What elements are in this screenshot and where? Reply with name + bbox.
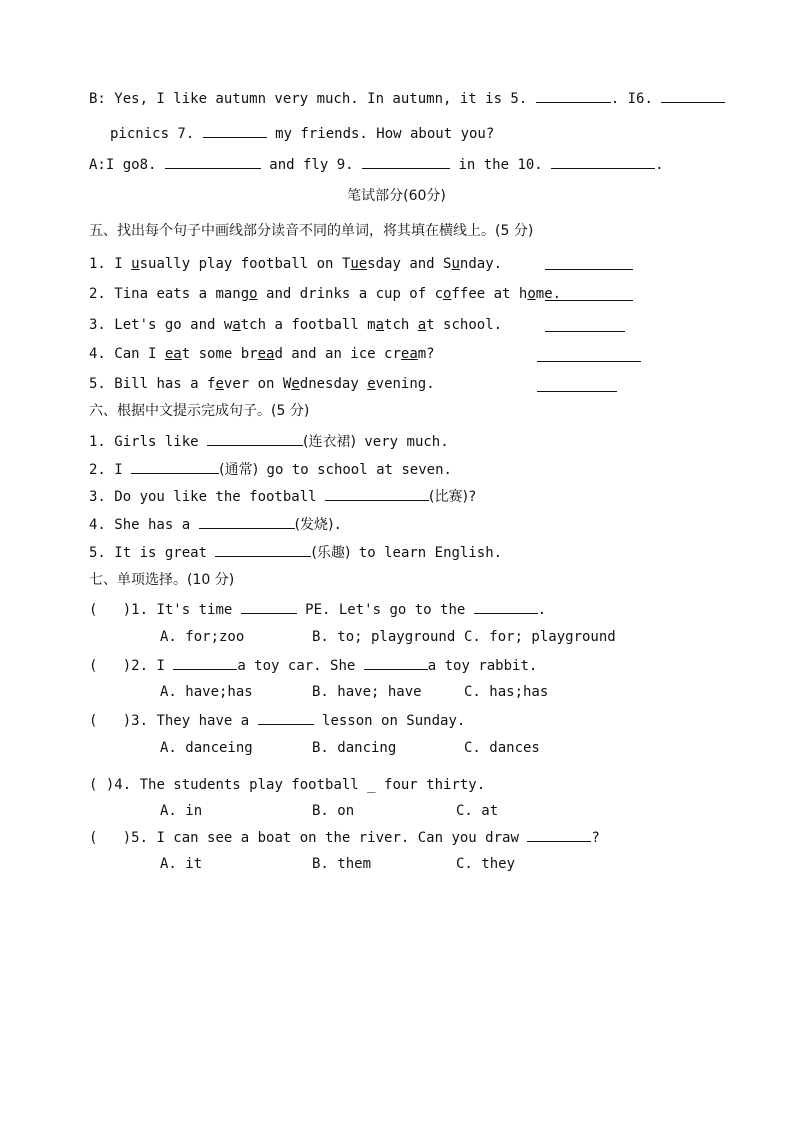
section5-title: 五、找出每个句子中画线部分读音不同的单词，将其填在横线上。(5 分) — [89, 223, 534, 239]
question-text: lesson on Sunday. — [313, 713, 466, 729]
s6-item-1 — [89, 431, 449, 452]
underlined-letters: u — [451, 256, 460, 272]
q1-option-a[interactable]: A. for;zoo — [160, 629, 245, 645]
underlined-letters: u — [131, 256, 140, 272]
dialog-text: in the 10. — [450, 157, 552, 173]
answer-blank-5[interactable] — [536, 88, 611, 103]
q3-blank-1[interactable] — [258, 710, 314, 725]
question-text: 3. They have a — [131, 713, 258, 729]
s7-question-1 — [89, 599, 546, 620]
section6-title: 六、根据中文提示完成句子。(5 分) — [89, 403, 310, 419]
answer-paren[interactable]: ( ) — [89, 658, 132, 674]
s6-item-2 — [89, 459, 452, 480]
s6-item-4 — [89, 514, 342, 535]
dialog-b-line2 — [110, 123, 494, 144]
answer-blank-10[interactable] — [551, 154, 655, 169]
q5-blank-1[interactable] — [527, 827, 591, 842]
sentence-part: d and an ice cr — [274, 346, 401, 362]
sentence-part: m? — [417, 346, 435, 362]
dialog-text: . — [655, 157, 664, 173]
q1-option-b[interactable]: B. to; playground — [312, 629, 456, 645]
q2-blank-2[interactable] — [364, 655, 428, 670]
q1-blank-2[interactable] — [474, 599, 538, 614]
question-text: PE. Let's go to the — [296, 602, 474, 618]
dialog-b-line1 — [89, 88, 725, 109]
question-text: 4. The students play football _ four thirty. — [114, 777, 486, 793]
s5-item-3 — [89, 315, 502, 335]
q5-option-a[interactable]: A. it — [160, 856, 203, 872]
sentence-part: t school. — [426, 317, 503, 333]
q4-option-a[interactable]: A. in — [160, 803, 203, 819]
item-number: 1. — [89, 256, 115, 272]
s5-item-1 — [89, 254, 502, 274]
s5-item-4 — [89, 344, 435, 364]
sentence-part: ? — [467, 489, 477, 505]
q3-option-a[interactable]: A. danceing — [160, 740, 253, 756]
sentence-part: Tina eats a mang — [114, 286, 250, 302]
chinese-hint: (发烧) — [294, 517, 334, 533]
question-text: a toy car. She — [237, 658, 364, 674]
sentence-part: nday. — [459, 256, 503, 272]
sentence-part: . — [333, 517, 342, 533]
item-number: 5. — [89, 376, 115, 392]
q2-option-c[interactable]: C. has;has — [464, 684, 549, 700]
sentence-part: 4. She has a — [89, 517, 199, 533]
s5-answer-line-4[interactable] — [537, 360, 641, 362]
s6-blank-2[interactable] — [131, 459, 219, 474]
sentence-part: 1. Girls like — [89, 434, 208, 450]
underlined-letters: a — [417, 317, 427, 333]
q1-blank-1[interactable] — [241, 599, 297, 614]
q4-option-c[interactable]: C. at — [456, 803, 499, 819]
sentence-part: tch a football m — [240, 317, 376, 333]
dialog-text: my friends. How about you? — [266, 126, 495, 142]
q2-option-a[interactable]: A. have;has — [160, 684, 253, 700]
underlined-letters: ue — [350, 256, 368, 272]
sentence-part: 3. Do you like the football — [89, 489, 326, 505]
s6-blank-5[interactable] — [215, 542, 311, 557]
q3-option-b[interactable]: B. dancing — [312, 740, 397, 756]
sentence-part: very much. — [355, 434, 449, 450]
q2-blank-1[interactable] — [173, 655, 237, 670]
answer-paren[interactable]: ( ) — [89, 830, 132, 846]
question-text: ? — [591, 830, 600, 846]
answer-paren[interactable]: ( ) — [89, 602, 132, 618]
sentence-part: vening. — [375, 376, 435, 392]
underlined-letters: o — [527, 286, 536, 302]
underlined-letters: o — [443, 286, 452, 302]
dialog-text: and fly 9. — [260, 157, 363, 173]
s7-question-4 — [89, 775, 485, 795]
s7-question-5 — [89, 827, 600, 848]
underlined-letters: a — [375, 317, 385, 333]
sentence-part: me. — [535, 286, 562, 302]
sentence-part: Can I — [114, 346, 165, 362]
sentence-part: sday and S — [367, 256, 452, 272]
underlined-letters: o — [249, 286, 258, 302]
s6-item-3 — [89, 486, 476, 507]
sentence-part: t some br — [181, 346, 258, 362]
sentence-part: ffee at h — [451, 286, 528, 302]
answer-blank-8[interactable] — [165, 154, 261, 169]
section7-title: 七、单项选择。(10 分) — [89, 572, 235, 588]
q3-option-c[interactable]: C. dances — [464, 740, 540, 756]
chinese-hint: (乐趣) — [311, 545, 351, 561]
s5-answer-line-1[interactable] — [545, 268, 633, 270]
q4-option-b[interactable]: B. on — [312, 803, 355, 819]
dialog-text: . I6. — [610, 91, 662, 107]
s7-question-3 — [89, 710, 465, 731]
s5-answer-line-3[interactable] — [545, 330, 625, 332]
chinese-hint: (连衣裙) — [303, 434, 356, 450]
s7-question-2 — [89, 655, 537, 676]
answer-blank-6[interactable] — [661, 88, 725, 103]
chinese-hint: (通常) — [219, 462, 259, 478]
underlined-letters: e — [291, 376, 300, 392]
answer-blank-9[interactable] — [362, 154, 450, 169]
item-number: 2. — [89, 286, 115, 302]
s6-blank-1[interactable] — [207, 431, 303, 446]
question-text: . — [537, 602, 547, 618]
question-text: 5. I can see a boat on the river. Can you draw — [131, 830, 528, 846]
sentence-part: and drinks a cup of c — [257, 286, 444, 302]
q1-option-c[interactable]: C. for; playground — [464, 629, 616, 645]
dialog-a-line — [89, 154, 664, 175]
sentence-part: tch — [384, 317, 418, 333]
item-number: 4. — [89, 346, 115, 362]
underlined-letters: e — [367, 376, 376, 392]
question-text: 2. I — [131, 658, 174, 674]
s6-blank-3[interactable] — [325, 486, 429, 501]
q2-option-b[interactable]: B. have; have — [312, 684, 422, 700]
sentence-part: go to school at seven. — [258, 462, 452, 478]
chinese-hint: (比赛) — [429, 489, 468, 505]
s5-answer-line-2[interactable] — [545, 299, 633, 301]
q5-option-c[interactable]: C. they — [456, 856, 516, 872]
sentence-part: 5. It is great — [89, 545, 216, 561]
written-part-title: 笔试部分(60分) — [347, 188, 446, 204]
sentence-part: dnesday — [299, 376, 368, 392]
underlined-letters: a — [232, 317, 241, 333]
underlined-letters: ea — [400, 346, 418, 362]
underlined-letters: e — [215, 376, 224, 392]
sentence-part: sually play football on T — [139, 256, 351, 272]
answer-paren[interactable]: ( ) — [89, 713, 132, 729]
underlined-letters: ea — [257, 346, 275, 362]
sentence-part: I — [114, 256, 132, 272]
question-text: a toy rabbit. — [427, 658, 538, 674]
s6-blank-4[interactable] — [199, 514, 295, 529]
dialog-text: picnics 7. — [110, 126, 203, 142]
s5-item-5 — [89, 374, 435, 394]
dialog-text: B: Yes, I like autumn very much. In autumn, it is 5. — [89, 91, 536, 107]
s5-answer-line-5[interactable] — [537, 390, 617, 392]
dialog-text: A:I go8. — [89, 157, 165, 173]
sentence-part: Let's go and w — [114, 317, 233, 333]
s6-item-5 — [89, 542, 502, 563]
item-number: 3. — [89, 317, 115, 333]
sentence-part: 2. I — [89, 462, 132, 478]
underlined-letters: ea — [164, 346, 182, 362]
answer-paren[interactable]: ( ) — [89, 777, 115, 793]
s5-item-2 — [89, 284, 561, 304]
q5-option-b[interactable]: B. them — [312, 856, 372, 872]
sentence-part: ver on W — [223, 376, 292, 392]
sentence-part: to learn English. — [350, 545, 503, 561]
sentence-part: Bill has a f — [114, 376, 216, 392]
answer-blank-7[interactable] — [203, 123, 267, 138]
question-text: 1. It's time — [131, 602, 241, 618]
